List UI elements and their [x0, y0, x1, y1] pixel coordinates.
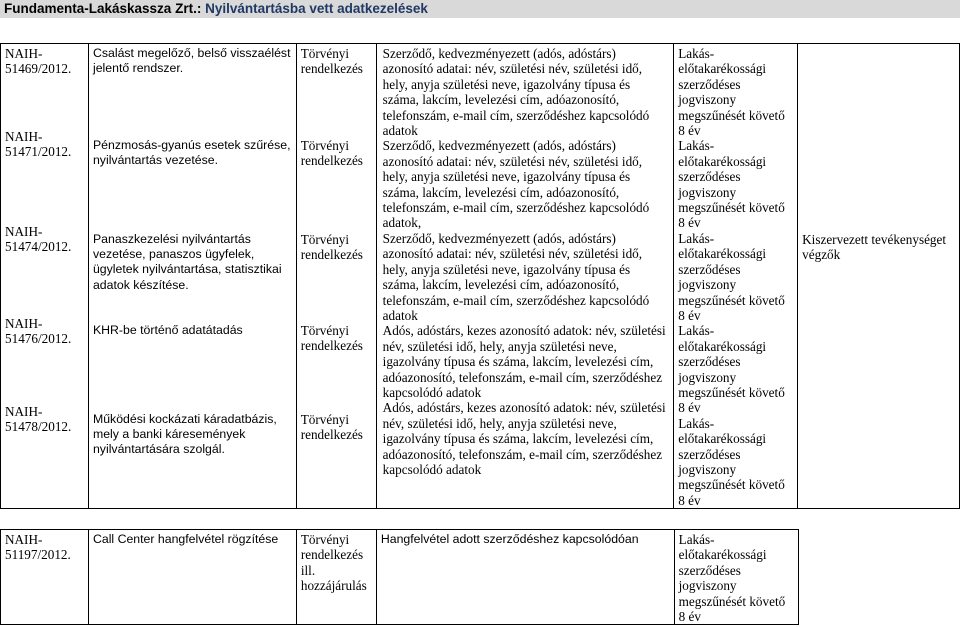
legal-basis-text: Törvényi rendelkezés [300, 232, 363, 263]
purpose-text: KHR-be történő adatátadás [92, 323, 243, 337]
data-categories-text: Hangfelvétel adott szerződéshez kapcsolódóan [376, 530, 674, 625]
data-categories-text: Szerződő, kedvezményezett (adós, adóstárs) azonosító adatai: név, születési név, születési idő, hely, anyja születési neve, igazolvány típusa és száma, lakcím, levelezési cím, adóazonosító, telefonszám, e-mail cím, szerződéshez kapcsolódó adatok, [382, 138, 650, 231]
data-categories-text: Adós, adóstárs, kezes azonosító adatok: név, születési név, születési idő, hely, anyja születési neve, igazolvány típusa és száma, lakcím, levelezési cím, adóazonosító, telefonszám, e-mail cím, szerződéshez kapcsolódó adatok [382, 323, 666, 400]
processor-column [798, 44, 960, 509]
purpose-column [88, 44, 296, 509]
purpose-text: Működési kockázati káradatbázis, mely a banki káresemények nyilvántartására szolgál. [92, 412, 277, 457]
registry-id: NAIH-51474/2012. [5, 224, 72, 255]
page-title: Nyilvántartásba vett adatkezelések [201, 1, 428, 16]
legal-basis-text: Törvényi rendelkezés [300, 323, 363, 354]
data-categories-text: Szerződő, kedvezményezett (adós, adóstárs) azonosító adatai: név, születési név, születési idő, hely, anyja születési neve, igazolvány típusa és száma, lakcím, levelezési cím, adóazonosító, telefonszám, e-mail cím, szerződéshez kapcsolódó adatok [382, 46, 650, 139]
empty-cell [798, 530, 960, 625]
data-categories-text: Adós, adóstárs, kezes azonosító adatok: név, születési név, születési idő, hely, anyja születési neve, igazolvány típusa és száma, lakcím, levelezési cím, adóazonosító, telefonszám, e-mail cím, szerződéshez kapcsolódó adatok [382, 400, 666, 477]
call-center-table [0, 529, 960, 625]
registry-table [0, 43, 960, 509]
retention-text: Lakás-előtakarékossági szerződéses jogviszony megszűnését követő 8 év [674, 530, 798, 625]
legal-basis-text: Törvényi rendelkezés [300, 46, 363, 77]
retention-text: Lakás-előtakarékossági szerződéses jogviszony megszűnését követő 8 év [678, 230, 785, 323]
registry-id: NAIH-51471/2012. [5, 129, 72, 160]
purpose-text: Panaszkezelési nyilvántartás vezetése, panaszos ügyfelek, ügyletek nyilvántartása, statisztikai adatok készítése. [92, 232, 282, 292]
registry-id: NAIH-51197/2012. [1, 530, 89, 625]
purpose-text: Csalást megelőző, belső visszaélést jelentő rendszer. [92, 46, 291, 76]
purpose-text: Pénzmosás-gyanús esetek szűrése, nyilvántartás vezetése. [92, 138, 291, 168]
retention-text: Lakás-előtakarékossági szerződéses jogviszony megszűnését követő 8 év [678, 138, 785, 231]
table-row [1, 530, 960, 625]
purpose-text: Call Center hangfelvétel rögzítése [88, 530, 296, 625]
retention-column [674, 44, 798, 509]
processor-text: Kiszervezett tevékenységet végzők [802, 232, 947, 263]
registry-id: NAIH-51476/2012. [5, 316, 72, 347]
legal-basis-text: Törvényi rendelkezés [300, 412, 363, 443]
retention-text: Lakás-előtakarékossági szerződéses jogviszony megszűnését követő 8 év [678, 46, 785, 139]
page-header [0, 0, 960, 18]
legal-basis-text: Törvényi rendelkezés ill. hozzájárulás [296, 530, 376, 625]
registry-id: NAIH-51469/2012. [5, 46, 72, 77]
retention-text: Lakás-előtakarékossági szerződéses jogviszony megszűnését követő 8 év [678, 323, 785, 416]
data-categories-column [376, 44, 674, 509]
legal-basis-text: Törvényi rendelkezés [300, 138, 363, 169]
retention-text: Lakás-előtakarékossági szerződéses jogviszony megszűnését követő 8 év [678, 415, 785, 508]
id-column [1, 44, 89, 509]
data-categories-text: Szerződő, kedvezményezett (adós, adóstárs) azonosító adatai: név, születési név, születési idő, hely, anyja születési neve, igazolvány típusa és száma, lakcím, levelezési cím, adóazonosító, telefonszám, e-mail cím, szerződéshez kapcsolódó adatok [382, 230, 650, 323]
legal-basis-column [296, 44, 376, 509]
company-name: Fundamenta-Lakáskassza Zrt.: [4, 1, 202, 16]
table-row [1, 44, 960, 509]
registry-id: NAIH-51478/2012. [5, 404, 72, 435]
